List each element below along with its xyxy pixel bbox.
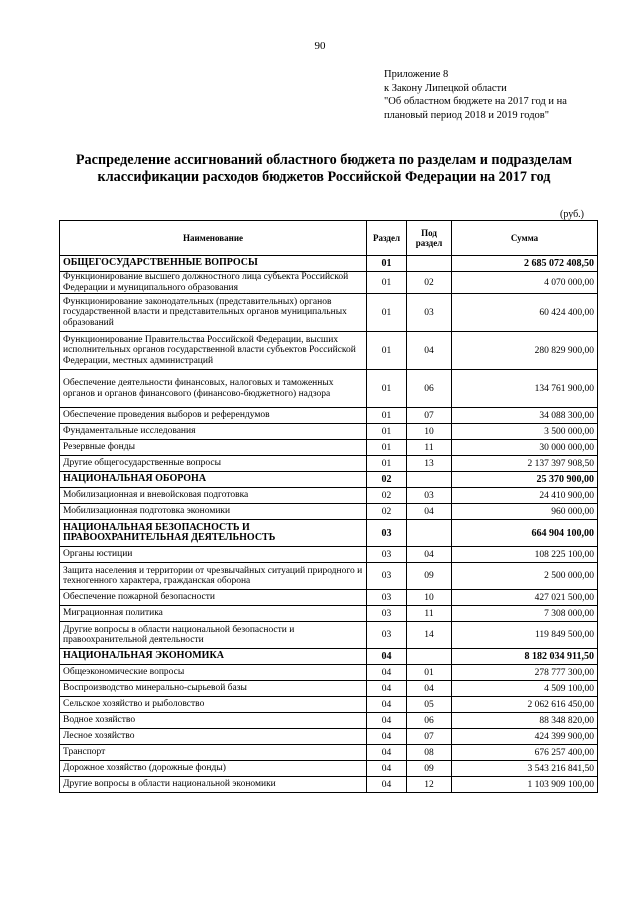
row-sum: 60 424 400,00: [452, 294, 598, 332]
row-subsection-code: 08: [407, 745, 452, 761]
budget-table: [59, 220, 598, 793]
row-sum: 25 370 900,00: [452, 472, 598, 488]
row-subsection-code: 11: [407, 606, 452, 622]
table-row: [60, 665, 598, 681]
row-subsection-code: 09: [407, 761, 452, 777]
row-section-code: 04: [367, 761, 407, 777]
section-row: [60, 649, 598, 665]
row-section-code: 03: [367, 606, 407, 622]
row-name: Общеэкономические вопросы: [60, 665, 367, 681]
row-section-code: 01: [367, 370, 407, 408]
table-row: [60, 370, 598, 408]
row-name: Органы юстиции: [60, 547, 367, 563]
row-subsection-code: 04: [407, 332, 452, 370]
row-subsection-code: 09: [407, 563, 452, 590]
row-subsection-code: 11: [407, 440, 452, 456]
table-row: [60, 456, 598, 472]
row-sum: 424 399 900,00: [452, 729, 598, 745]
row-subsection-code: [407, 256, 452, 272]
row-subsection-code: 14: [407, 622, 452, 649]
table-row: [60, 713, 598, 729]
row-subsection-code: 03: [407, 488, 452, 504]
row-section-code: 04: [367, 745, 407, 761]
document-title: [40, 152, 608, 186]
appendix-line-3: "Об областном бюджете на 2017 год и на: [384, 96, 567, 107]
row-section-code: 01: [367, 294, 407, 332]
row-sum: 664 904 100,00: [452, 520, 598, 547]
table-row: [60, 590, 598, 606]
row-name: Обеспечение проведения выборов и референдумов: [60, 408, 367, 424]
table-row: [60, 606, 598, 622]
row-subsection-code: 07: [407, 729, 452, 745]
row-section-code: 04: [367, 681, 407, 697]
row-name: Функционирование Правительства Российской Федерации, высших исполнительных органов государственной власти субъектов Российской Федерации, местных администраций: [60, 332, 367, 370]
row-sum: 278 777 300,00: [452, 665, 598, 681]
appendix-note: [384, 68, 567, 122]
row-subsection-code: 13: [407, 456, 452, 472]
row-subsection-code: 04: [407, 504, 452, 520]
row-section-code: 03: [367, 547, 407, 563]
row-sum: 2 062 616 450,00: [452, 697, 598, 713]
row-name: Миграционная политика: [60, 606, 367, 622]
row-name: Водное хозяйство: [60, 713, 367, 729]
appendix-line-4: плановый период 2018 и 2019 годов": [384, 109, 550, 121]
row-subsection-code: 03: [407, 294, 452, 332]
table-row: [60, 408, 598, 424]
table-row: [60, 777, 598, 793]
row-subsection-code: 04: [407, 547, 452, 563]
row-sum: 2 137 397 908,50: [452, 456, 598, 472]
page-number: 90: [314, 40, 326, 52]
row-sum: 676 257 400,00: [452, 745, 598, 761]
row-sum: 3 543 216 841,50: [452, 761, 598, 777]
row-name: Функционирование высшего должностного лица субъекта Российской Федерации и муниципального образования: [60, 272, 367, 294]
appendix-line-2: к Закону Липецкой области: [384, 82, 507, 94]
row-subsection-code: 05: [407, 697, 452, 713]
row-sum: 88 348 820,00: [452, 713, 598, 729]
row-name: Резервные фонды: [60, 440, 367, 456]
row-section-code: 03: [367, 622, 407, 649]
header-section: Раздел: [367, 221, 407, 256]
section-row: [60, 520, 598, 547]
row-subsection-code: 01: [407, 665, 452, 681]
row-section-code: 01: [367, 456, 407, 472]
row-name: Обеспечение пожарной безопасности: [60, 590, 367, 606]
table-row: [60, 547, 598, 563]
row-subsection-code: [407, 472, 452, 488]
row-name: Воспроизводство минерально-сырьевой базы: [60, 681, 367, 697]
row-section-code: 04: [367, 713, 407, 729]
row-name: НАЦИОНАЛЬНАЯ ОБОРОНА: [60, 472, 367, 488]
table-row: [60, 294, 598, 332]
row-name: Обеспечение деятельности финансовых, налоговых и таможенных органов и органов финансового (финансово-бюджетного) надзора: [60, 370, 367, 408]
table-header-row: [60, 221, 598, 256]
row-name: Функционирование законодательных (представительных) органов государственной власти и представительных органов муниципальных образований: [60, 294, 367, 332]
row-section-code: 01: [367, 424, 407, 440]
table-row: [60, 745, 598, 761]
row-name: НАЦИОНАЛЬНАЯ БЕЗОПАСНОСТЬ И ПРАВООХРАНИТЕЛЬНАЯ ДЕЯТЕЛЬНОСТЬ: [60, 520, 367, 547]
row-subsection-code: [407, 649, 452, 665]
row-name: Другие вопросы в области национальной безопасности и правоохранительной деятельности: [60, 622, 367, 649]
row-subsection-code: 06: [407, 370, 452, 408]
row-sum: 427 021 500,00: [452, 590, 598, 606]
table-body: [60, 256, 598, 793]
row-name: Другие общегосударственные вопросы: [60, 456, 367, 472]
row-sum: 3 500 000,00: [452, 424, 598, 440]
row-sum: 119 849 500,00: [452, 622, 598, 649]
section-row: [60, 256, 598, 272]
row-name: Мобилизационная подготовка экономики: [60, 504, 367, 520]
row-section-code: 04: [367, 665, 407, 681]
row-subsection-code: 02: [407, 272, 452, 294]
row-section-code: 01: [367, 408, 407, 424]
row-section-code: 02: [367, 472, 407, 488]
row-sum: 134 761 900,00: [452, 370, 598, 408]
row-section-code: 04: [367, 729, 407, 745]
row-name: ОБЩЕГОСУДАРСТВЕННЫЕ ВОПРОСЫ: [60, 256, 367, 272]
table-row: [60, 622, 598, 649]
row-name: Другие вопросы в области национальной экономики: [60, 777, 367, 793]
row-section-code: 01: [367, 272, 407, 294]
table-row: [60, 440, 598, 456]
units-label: (руб.): [560, 209, 584, 220]
row-sum: 2 500 000,00: [452, 563, 598, 590]
header-sum: Сумма: [452, 221, 598, 256]
row-sum: 108 225 100,00: [452, 547, 598, 563]
row-subsection-code: 07: [407, 408, 452, 424]
row-sum: 24 410 900,00: [452, 488, 598, 504]
row-section-code: 03: [367, 520, 407, 547]
row-section-code: 04: [367, 777, 407, 793]
row-sum: 960 000,00: [452, 504, 598, 520]
row-sum: 2 685 072 408,50: [452, 256, 598, 272]
row-sum: 1 103 909 100,00: [452, 777, 598, 793]
row-sum: 8 182 034 911,50: [452, 649, 598, 665]
table-row: [60, 729, 598, 745]
row-sum: 34 088 300,00: [452, 408, 598, 424]
row-section-code: 02: [367, 504, 407, 520]
row-sum: 4 070 000,00: [452, 272, 598, 294]
appendix-line-1: Приложение 8: [384, 69, 449, 80]
row-section-code: 02: [367, 488, 407, 504]
header-name: Наименование: [60, 221, 367, 256]
row-name: Дорожное хозяйство (дорожные фонды): [60, 761, 367, 777]
row-subsection-code: 06: [407, 713, 452, 729]
row-subsection-code: 10: [407, 590, 452, 606]
row-section-code: 01: [367, 440, 407, 456]
table-row: [60, 424, 598, 440]
row-sum: 30 000 000,00: [452, 440, 598, 456]
row-name: Фундаментальные исследования: [60, 424, 367, 440]
header-subsection: Под раздел: [407, 221, 452, 256]
row-section-code: 03: [367, 590, 407, 606]
row-sum: 280 829 900,00: [452, 332, 598, 370]
table-row: [60, 697, 598, 713]
row-name: НАЦИОНАЛЬНАЯ ЭКОНОМИКА: [60, 649, 367, 665]
table-row: [60, 504, 598, 520]
row-section-code: 04: [367, 649, 407, 665]
row-subsection-code: 12: [407, 777, 452, 793]
row-subsection-code: 10: [407, 424, 452, 440]
table-row: [60, 563, 598, 590]
title-line-1: Распределение ассигнований областного бюджета по разделам и подразделам: [75, 152, 573, 168]
table-row: [60, 272, 598, 294]
row-name: Транспорт: [60, 745, 367, 761]
row-subsection-code: 04: [407, 681, 452, 697]
row-subsection-code: [407, 520, 452, 547]
row-name: Сельское хозяйство и рыболовство: [60, 697, 367, 713]
row-name: Лесное хозяйство: [60, 729, 367, 745]
row-sum: 4 509 100,00: [452, 681, 598, 697]
row-name: Мобилизационная и вневойсковая подготовка: [60, 488, 367, 504]
table-row: [60, 761, 598, 777]
table-row: [60, 488, 598, 504]
row-name: Защита населения и территории от чрезвычайных ситуаций природного и техногенного характера, гражданская оборона: [60, 563, 367, 590]
row-section-code: 01: [367, 256, 407, 272]
section-row: [60, 472, 598, 488]
table-row: [60, 681, 598, 697]
row-section-code: 04: [367, 697, 407, 713]
row-section-code: 03: [367, 563, 407, 590]
table-row: [60, 332, 598, 370]
title-line-2: классификации расходов бюджетов Российской Федерации на 2017 год: [97, 169, 551, 185]
row-sum: 7 308 000,00: [452, 606, 598, 622]
row-section-code: 01: [367, 332, 407, 370]
